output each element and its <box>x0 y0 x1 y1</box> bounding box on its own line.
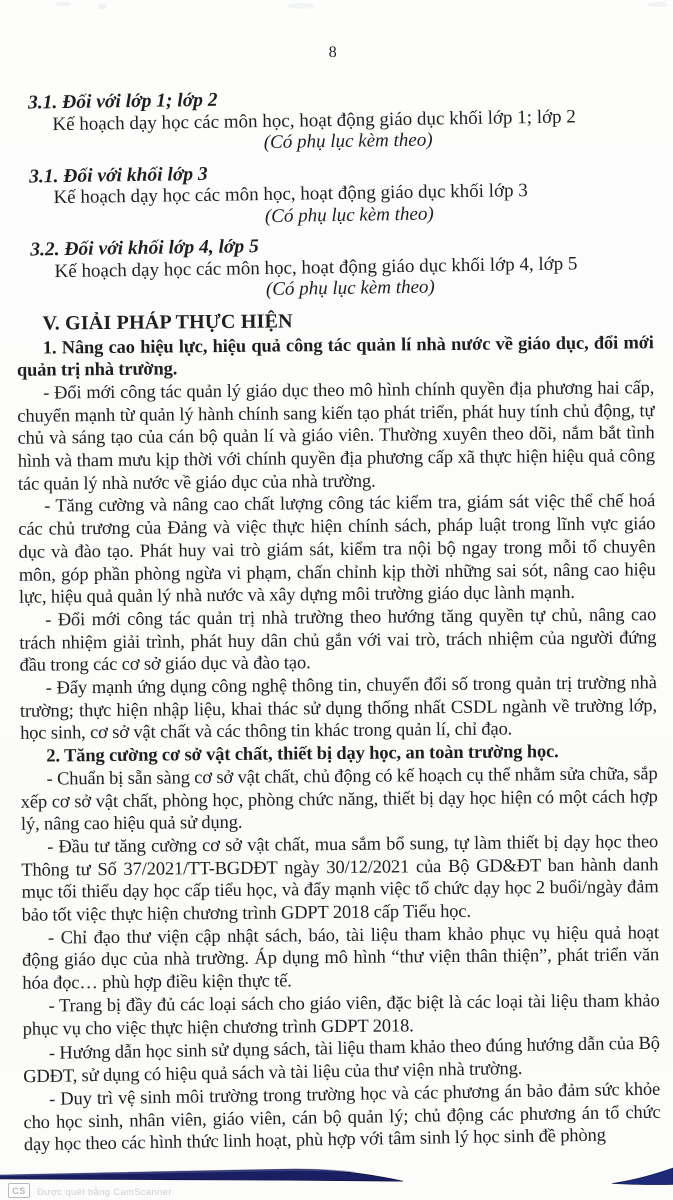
paragraph: - Chỉ đạo thư viện cập nhật sách, báo, tài liệu tham khảo phục vụ hiệu quả hoạt động giáo dục của nhà trường. Áp dụng mô hình “thư viện thân thiện”, phát triển văn hóa đọc… phù hợp điều kiện thực tế. <box>22 922 660 994</box>
section-list <box>14 83 654 304</box>
attachment-note: (Có phụ lục kèm theo) <box>263 129 433 154</box>
paragraph: - Duy trì vệ sinh môi trường trong trường học và các phương án bảo đảm sức khỏe cho học sinh, nhân viên, giáo viên, cán bộ quản lý; chủ động các phương án tổ chức dạy học theo các hình thức linh hoạt, phù hợp với tâm sinh lý học sinh đề phòng <box>23 1079 661 1156</box>
paragraph: - Trang bị đầy đủ các loại sách cho giáo viên, đặc biệt là các loại tài liệu tham khảo phục vụ cho việc thực hiện chương trình GDPT 2018. <box>22 991 660 1040</box>
subheading-1: 1. Nâng cao hiệu lực, hiệu quả công tác quản lí nhà nước về giáo dục, đổi mới quản trị nhà trường. <box>16 332 654 381</box>
section-heading-3-1b: 3.1. Đối với khối lớp 3 <box>29 163 208 188</box>
section-subline: Kế hoạch dạy học các môn học, hoạt động giáo dục khối lớp 1; lớp 2 <box>52 105 576 135</box>
page-number: 8 <box>328 43 337 62</box>
paragraph: - Đổi mới công tác quản trị nhà trường theo hướng tăng quyền tự chủ, nâng cao trách nhiệm giải trình, phát huy dân chủ gắn với vai trò, trách nhiệm của người đứng đầu trong các cơ sở giáo dục và đào tạo. <box>19 605 657 677</box>
attachment-note: (Có phụ lục kèm theo) <box>265 276 435 301</box>
section-subline: Kế hoạch dạy học các môn học, hoạt động giáo dục khối lớp 3 <box>53 180 528 209</box>
paragraph: - Đổi mới công tác quản lý giáo dục theo mô hình chính quyền địa phương hai cấp, chuyển mạnh từ quản lý hành chính sang kiến tạo phát triển, phát huy tính chủ động, tự chủ và sáng tạo của cán bộ quản lí và giáo viên. Thường xuyên theo dõi, nắm bắt tình hình và tham mưu kịp thời với chính quyền địa phương cấp xã thực hiện hiệu quả công tác quản lý nhà nước về giáo dục của nhà trường. <box>17 378 655 495</box>
paragraph: - Đẩy mạnh ứng dụng công nghệ thông tin, chuyển đổi số trong quản trị trường nhà trường; thực hiện nhập liệu, khai thác sử dụng thống nhất CSDL ngành về trường lớp, học sinh, cơ sở vật chất và các thông tin khác trong quản lí, chỉ đạo. <box>19 673 658 745</box>
paragraph: - Chuẩn bị sẵn sàng cơ sở vật chất, chủ động có kế hoạch cụ thể nhằm sửa chữa, sắp xếp cơ sở vật chất, phòng học, phòng chức năng, thiết bị dạy học hiện có một cách hợp lý, nâng cao hiệu quả sử dụng. <box>20 764 658 836</box>
paragraph: - Hướng dẫn học sinh sử dụng sách, tài liệu tham khảo theo đúng hướng dẫn của Bộ GDĐT, sử dụng có hiệu quả sách và tài liệu của thư viện nhà trường. <box>23 1033 660 1088</box>
section-heading-3-1a: 3.1. Đối với lớp 1; lớp 2 <box>27 89 218 114</box>
chapter-heading-v: V. GIẢI PHÁP THỰC HIỆN <box>42 309 293 335</box>
camscanner-logo: CS <box>8 1183 30 1198</box>
solutions-section <box>16 306 660 1155</box>
camscanner-note: Được quét bằng CamScanner <box>37 1187 172 1198</box>
paragraph: - Tăng cường và nâng cao chất lượng công tác kiểm tra, giám sát việc thể chế hoá các chủ trương của Đảng và việc thực hiện chính sách, pháp luật trong lĩnh vực giáo dục và đào tạo. Phát huy vai trò giám sát, kiểm tra nội bộ ngay trong mỗi tổ chuyên môn, góp phần phòng ngừa vi phạm, chấn chỉnh kịp thời những sai sót, nâng cao hiệu lực, hiệu quả quản lý nhà nước và xây dựng môi trường giáo dục lành mạnh. <box>18 491 656 609</box>
subheading-2: 2. Tăng cường cơ sở vật chất, thiết bị dạy học, an toàn trường học. <box>46 742 559 767</box>
section-heading-3-2: 3.2. Đối với khối lớp 4, lớp 5 <box>30 236 259 261</box>
section-subline: Kế hoạch dạy học các môn học, hoạt động giáo dục khối lớp 4, lớp 5 <box>54 252 578 282</box>
attachment-note: (Có phụ lục kèm theo) <box>264 203 434 227</box>
paragraph: - Đầu tư tăng cường cơ sở vật chất, mua sắm bổ sung, tự làm thiết bị dạy học theo Thông tư Số 37/2021/TT-BGDĐT ngày 30/12/2021 của Bộ GD&ĐT ban hành danh mục tối thiểu dạy học cấp tiểu học, và đẩy mạnh việc tổ chức dạy học 2 buổi/ngày đảm bảo tốt việc thực hiện chương trình GDPT 2018 cấp Tiểu học. <box>21 832 659 926</box>
